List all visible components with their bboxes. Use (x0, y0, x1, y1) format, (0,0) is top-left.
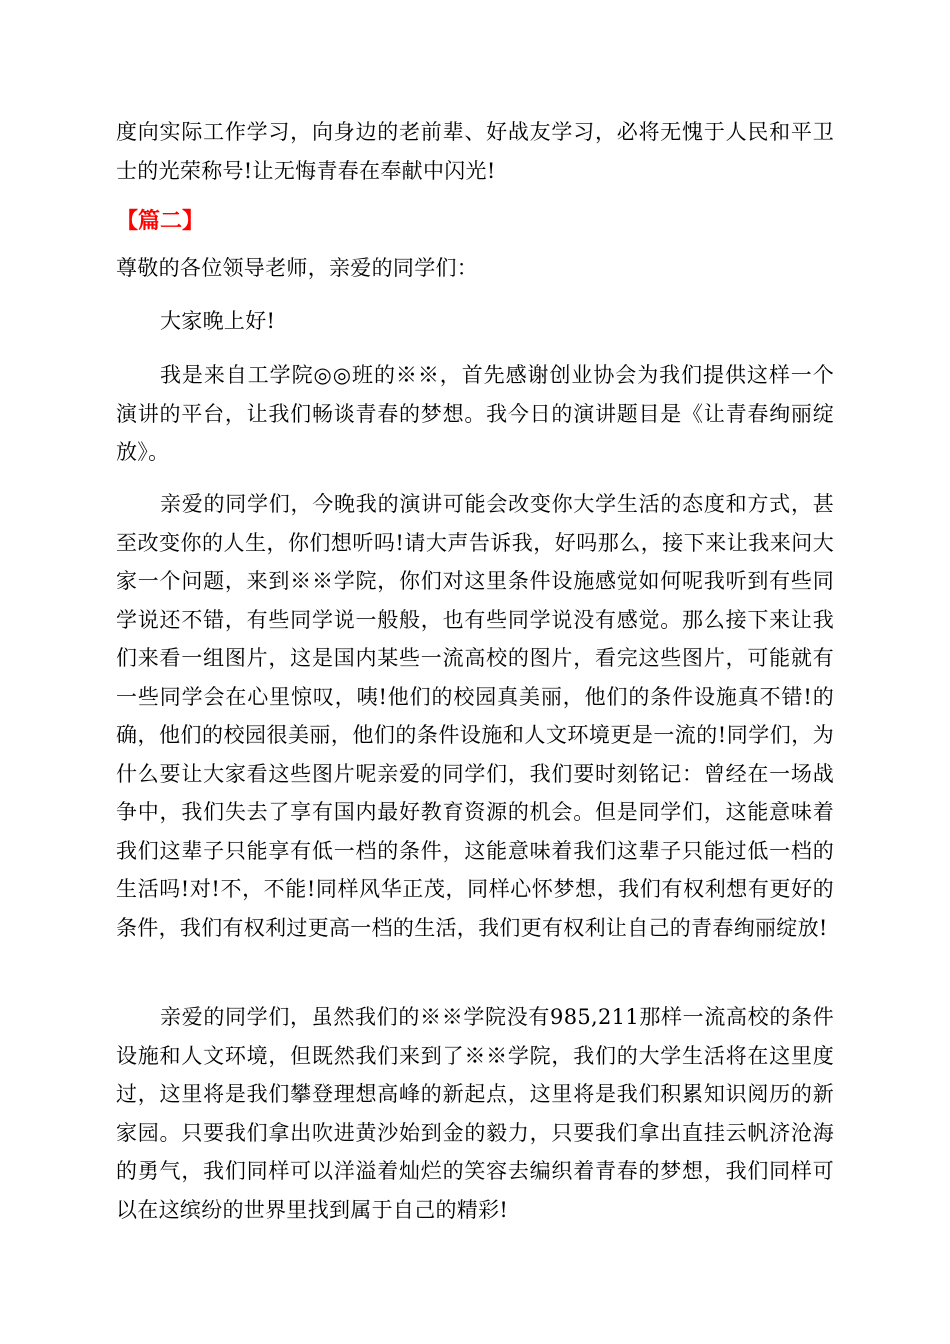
salutation-paragraph: 尊敬的各位领导老师，亲爱的同学们： (116, 256, 479, 280)
body-paragraph-1: 我是来自工学院◎◎班的※※，首先感谢创业协会为我们提供这样一个演讲的平台，让我们畅谈青春的梦想。我今日的演讲题目是《让青春绚丽绽放》。 (116, 363, 834, 464)
body-paragraph-2: 亲爱的同学们，今晚我的演讲可能会改变你大学生活的态度和方式，甚至改变你的人生，你们想听吗!请大声告诉我，好吗那么，接下来让我来问大家一个问题，来到※※学院，你们对这里条件设施感觉如何呢我听到有些同学说还不错，有些同学说一般般，也有些同学说没有感觉。那么接下来让我们来看一组图片，这是国内某些一流高校的图片，看完这些图片，可能就有一些同学会在心里惊叹，咦!他们的校园真美丽，他们的条件设施真不错!的确，他们的校园很美丽，他们的条件设施和人文环境更是一流的!同学们，为什么要让大家看这些图片呢亲爱的同学们，我们要时刻铭记：曾经在一场战争中，我们失去了享有国内最好教育资源的机会。但是同学们，这能意味着我们这辈子只能享有低一档的条件，这能意味着我们这辈子只能过低一档的生活吗!对!不，不能!同样风华正茂，同样心怀梦想，我们有权利想有更好的条件，我们有权利过更高一档的生活，我们更有权利让自己的青春绚丽绽放! (116, 492, 834, 940)
continuation-paragraph: 度向实际工作学习，向身边的老前辈、好战友学习，必将无愧于人民和平卫士的光荣称号!让无悔青春在奉献中闪光! (116, 120, 834, 183)
greeting-paragraph: 大家晚上好! (160, 309, 276, 333)
body-paragraph-3: 亲爱的同学们，虽然我们的※※学院没有985,211那样一流高校的条件设施和人文环境，但既然我们来到了※※学院，我们的大学生活将在这里度过，这里将是我们攀登理想高峰的新起点，这里将是我们积累知识阅历的新家园。只要我们拿出吹进黄沙始到金的毅力，只要我们拿出直挂云帆济沧海的勇气，我们同样可以洋溢着灿烂的笑容去编织着青春的梦想，我们同样可以在这缤纷的世界里找到属于自己的精彩! (116, 1005, 834, 1222)
section-heading: 【篇二】 (116, 209, 205, 234)
